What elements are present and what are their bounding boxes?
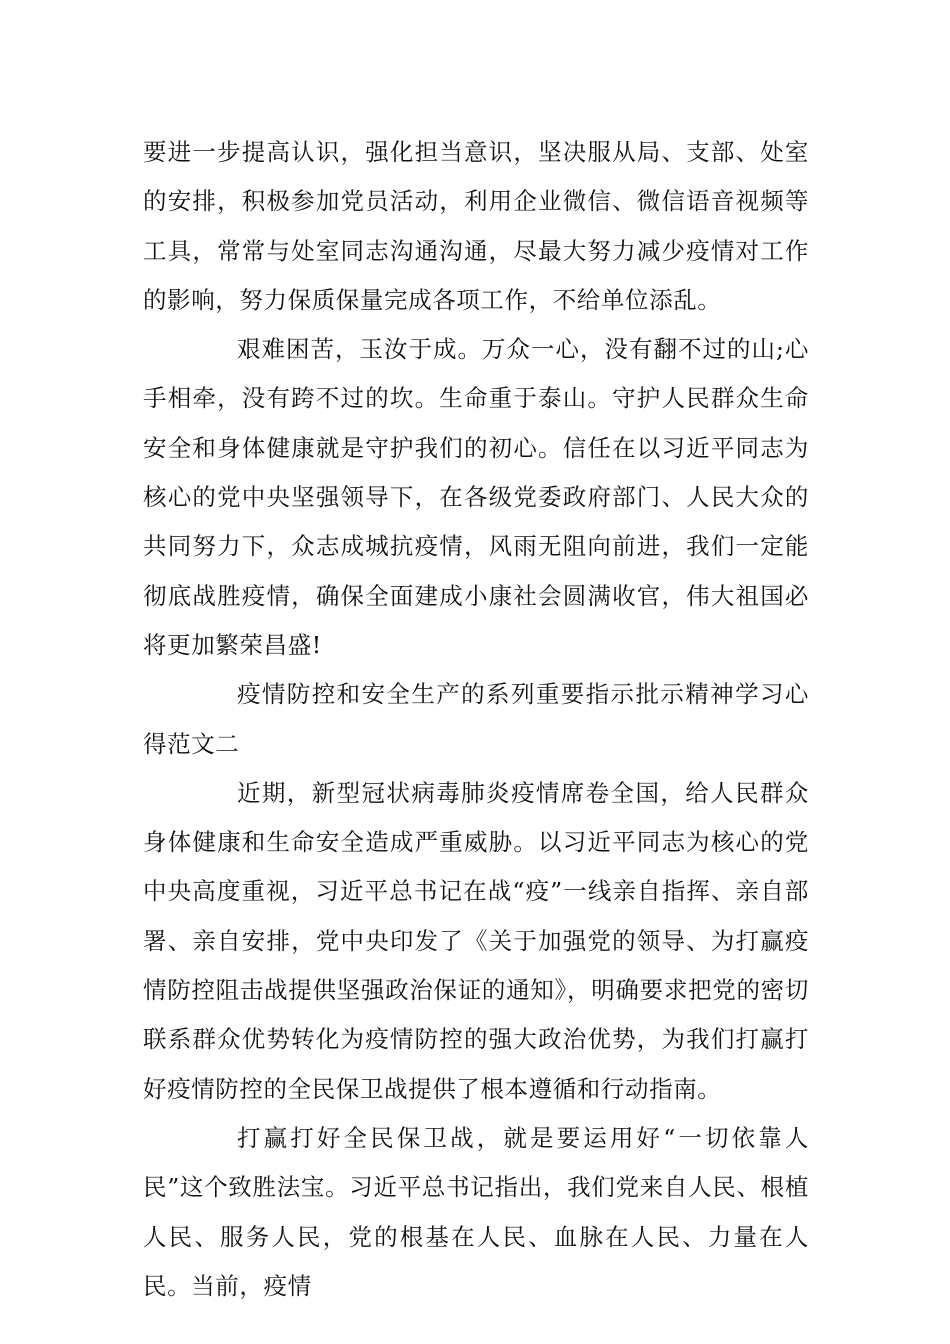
paragraph-3: 近期，新型冠状病毒肺炎疫情席卷全国，给人民群众身体健康和生命安全造成严重威胁。以习近平同志为核心的党中央高度重视，习近平总书记在战“疫”一线亲自指挥、亲自部署、亲自安排，党中央印发了《关于加强党的领导、为打赢疫情防控阻击战提供坚强政治保证的通知》，明确要求把党的密切联系群众优势转化为疫情防控的强大政治优势，为我们打赢打好疫情防控的全民保卫战提供了根本遵循和行动指南。 — [143, 778, 809, 1103]
paragraph-2: 艰难困苦，玉汝于成。万众一心，没有翻不过的山;心手相牵，没有跨不过的坎。生命重于泰山。守护人民群众生命安全和身体健康就是守护我们的初心。信任在以习近平同志为核心的党中央坚强领导下，在各级党委政府部门、人民大众的共同努力下，众志成城抗疫情，风雨无阻向前进，我们一定能彻底战胜疫情，确保全面建成小康社会圆满收官，伟大祖国必将更加繁荣昌盛! — [143, 335, 809, 659]
paragraph-1: 要进一步提高认识，强化担当意识，坚决服从局、支部、处室的安排，积极参加党员活动，利用企业微信、微信语音视频等工具，常常与处室同志沟通沟通，尽最大努力减少疫情对工作的影响，努力保质保量完成各项工作，不给单位添乱。 — [143, 138, 809, 314]
paragraph-4: 打赢打好全民保卫战，就是要运用好“一切依靠人民”这个致胜法宝。习近平总书记指出，我们党来自人民、根植人民、服务人民，党的根基在人民、血脉在人民、力量在人民。当前，疫情 — [143, 1123, 809, 1300]
document-body — [143, 128, 809, 1311]
section-heading: 疫情防控和安全生产的系列重要指示批示精神学习心得范文二 — [143, 680, 809, 758]
